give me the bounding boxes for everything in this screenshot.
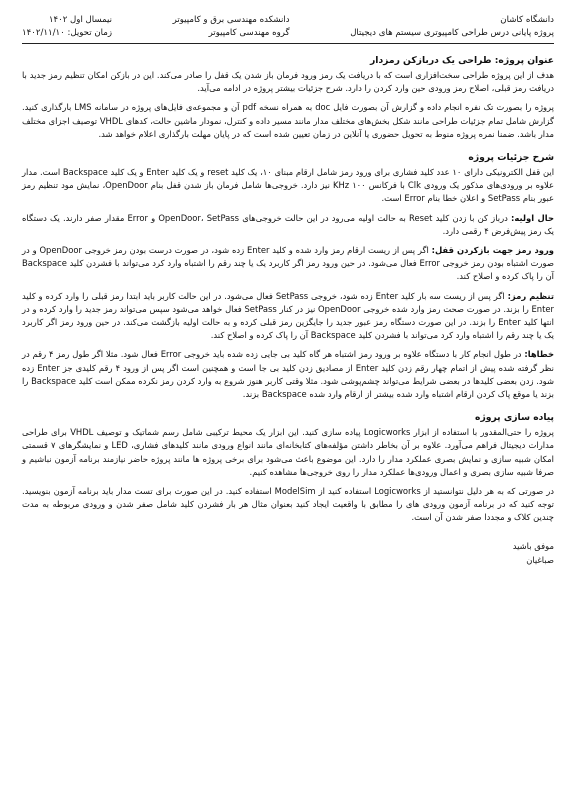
semester: نیمسال اول ۱۴۰۲	[48, 15, 113, 25]
project-title: عنوان پروژه: طراحی یک دربازکن رمزدار	[370, 55, 554, 66]
signature	[22, 539, 554, 567]
paragraph-enter-password	[22, 244, 554, 284]
header-divider	[22, 43, 554, 44]
set-password-label: تنظیم رمز:	[507, 290, 554, 301]
details-heading: شرح جزئیات پروژه	[468, 152, 554, 164]
university-name: دانشگاه کاشان	[500, 15, 554, 25]
initial-state-text: درباز کن با زدن کلید Reset به حالت اولیه می‌رود در این حالت خروجی‌های OpenDoor، SetPass و Error مقدار صفر دارند. یک دستگاه یک رمز پیش‌فرض ۴ رقمی دارد.	[22, 212, 554, 236]
document-header	[22, 14, 554, 40]
enter-password-label: ورود رمز جهت بازکردن قفل:	[431, 245, 554, 256]
department-name: گروه مهندسی کامپیوتر	[208, 28, 290, 38]
due-date: زمان تحویل: ۱۴۰۲/۱۱/۱۰	[22, 28, 113, 38]
paragraph-errors	[22, 348, 554, 401]
closing-line: موفق باشید	[512, 540, 554, 551]
paragraph-logicworks: پروژه را حتی‌المقدور با استفاده از ابزار Logicworks پیاده سازی کنید. این ابزار یک محیط ترکیبی شامل رسم شماتیک و توصیف VHDL برای طراحی مدارات دیجیتال فراهم می‌آورد. علاوه بر آن بخاطر داشتن مؤلفه‌های کتابخانه‌ای مانند انواع ورودی مانند کلیدهای فشاری، LED و نمایشگرهای ۷ قسمتی امکان شبیه سازی و نمایش بصری عملکرد مدار را دارد. این موضوع باعث می‌شود برای برخی پروژه ها مانند پروژه حاضر نیازمند برنامه آزمون نباشیم و صرفا شبیه سازی بصری و اعمال ورودی‌ها عملکرد مدار را روی خروجی‌ها مشاهده کنیم.	[22, 427, 554, 477]
initial-state-label: حال اولیه:	[511, 212, 554, 223]
faculty-name: دانشکده مهندسی برق و کامپیوتر	[172, 15, 290, 25]
errors-label: خطاها:	[524, 349, 554, 360]
errors-text: در طول انجام کار با دستگاه علاوه بر ورود رمز اشتباه هر گاه کلید بی جایی زده شده باید خروجی Error فعال شود. مثلا اگر طول رمز ۴ رقم در نظر گرفته شده پیش از اتمام چهار رقم زدن کلید Enter از مصادیق زدن کلید بی جا است و همچنین است اگر پس از ورود ۴ رقم کلیدی جز Enter زده شود. زدن بعضی کلیدها در بعضی شرایط می‌تواند چشم‌پوشی شود. مثلا وقتی کاربر هنوز شروع به وارد کردن رمز نکرده ممکن است کلید Backspace را بزند یا موقع پاک کردن ارقام اشتباه وارد شده بیشتر از ارقام وارد شده Backspace بزند.	[22, 349, 554, 400]
author-name: صباغیان	[526, 554, 554, 565]
paragraph-modelsim: در صورتی که به هر دلیل نتوانستید از Logicworks استفاده کنید از ModelSim استفاده کنید. در این صورت برای تست مدار باید برنامه آزمون بنویسید. توجه کنید که در برنامه آزمون ورودی های را مطابق با واقعیت ایجاد کنید بعنوان مثال هر بار فشردن کلید شامل صفر شدن و ورودی مربوطه به مدت چندین کلاک و مجددا صفر شدن آن است.	[22, 486, 554, 523]
paragraph-submission: پروژه را بصورت تک نفره انجام داده و گزارش آن بصورت فایل doc به همراه نسخه pdf آن و مجموعه‌ی فایل‌های پروژه در سامانه LMS بارگذاری کنید. گزارش شامل تمام جزئیات طراحی مانند شکل بخش‌های مختلف مدار مانند مسیر داده و کنترل، نمودار ماشین حالت، کدهای VHDL توصیف اجزای مختلف مدار باشد. ضمنا نمره پروژه منوط به تحویل حضوری یا آنلاین در زمان تعیین شده است که در پایان مهلت بارگذاری اعلام خواهد شد.	[21, 102, 554, 139]
course-project-title: پروژه پایانی درس طراحی کامپیوتری سیستم های دیجیتال	[350, 28, 554, 38]
header-left	[22, 14, 112, 40]
implementation-heading: پیاده سازی پروژه	[475, 412, 554, 424]
paragraph-set-password	[22, 290, 554, 343]
header-right	[350, 14, 554, 40]
paragraph-inputs-outputs: این قفل الکترونیکی دارای ۱۰ عدد کلید فشاری برای ورود رمز شامل ارقام مبنای ۱۰، یک کلید reset و یک کلید Enter و یک کلید Backspace است. مدار علاوه بر ورودی‌های مذکور یک ورودی Clk با فرکانس ۱۰۰ KHz نیز دارد. خروجی‌ها شامل فرمان باز شدن قفل بنام OpenDoor، نمایش مود تنظیم رمز عبور بنام SetPass و اعلان خطا بنام Error است.	[22, 167, 555, 204]
paragraph-goal: هدف از این پروژه طراحی سخت‌افزاری است که با دریافت یک رمز ورود فرمان باز شدن یک قفل را صادر می‌کند. این در بازکن امکان تنظیم رمز جدید با دریافت رمز قبلی، اصلاح رمز ورودی حین وارد کردن را دارد. شرح جزئیات بیشتر پروژه در ادامه می‌آید.	[22, 70, 554, 94]
paragraph-initial-state	[22, 212, 554, 238]
set-password-text: اگر پس از ریست سه بار کلید Enter زده شود، خروجی SetPass فعال می‌شود. در این حالت کاربر باید ابتدا رمز قبلی را وارد کرده و کلید Enter را بزند. در صورت صحت رمز وارد شده خروجی OpenDoor نیز در کنار SetPass فعال خواهد می‌شود سپس می‌تواند رمز جدید را وارد کرده و در انتها کلید Enter را بزند. در این صورت دستگاه رمز عبور جدید را جایگزین رمز قبلی کرده و به حالت اولیه بازگشت می‌کند. در حین ورود رمز اگر کاربرد یک یا چند رقم را اشتباه وارد کرد می‌تواند با فشردن کلید Backspace آن را پاک کرده و اصلاح کند.	[22, 290, 554, 341]
enter-password-text: اگر پس از ریست ارقام رمز وارد شده و کلید Enter زده شود، در صورت درست بودن رمز خروجی OpenDoor و در صورت اشتباه بودن رمز خروجی Error فعال می‌شود. در حین ورود رمز اگر کاربرد یک یا چند رقم را اشتباه وارد کرد می‌تواند با فشردن کلید Backspace آن را پاک کرده و اصلاح کند.	[22, 245, 554, 282]
header-center	[173, 14, 290, 40]
